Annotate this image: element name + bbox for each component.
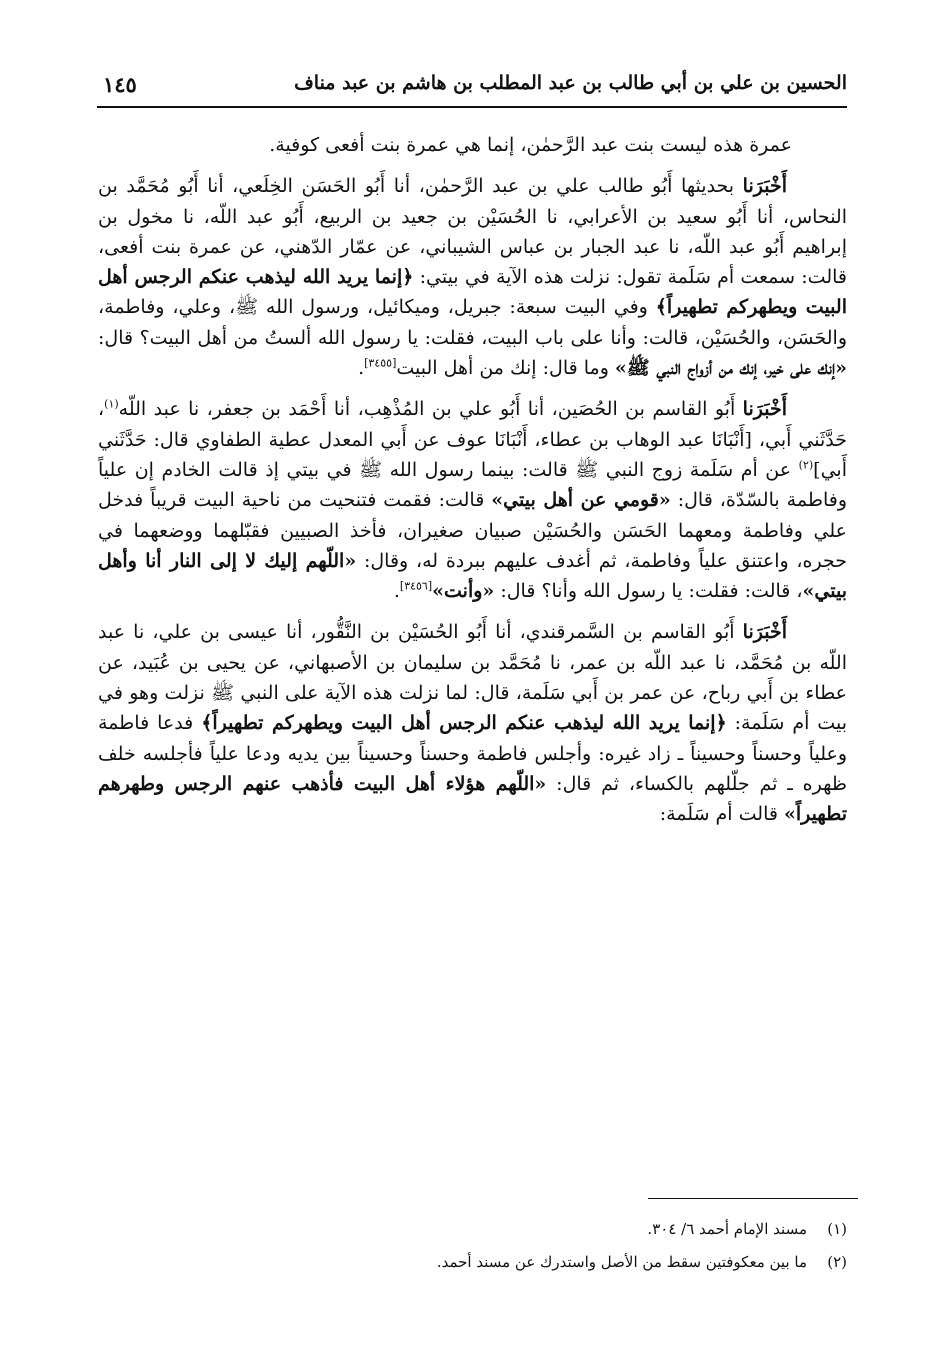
running-header: [97, 66, 847, 108]
running-title: الحسين بن علي بن أبي طالب بن عبد المطلب بن هاشم بن عبد مناف: [294, 72, 847, 94]
paragraph-text: أَبُو القاسم بن الحُصَين، أنا أَبُو علي بن المُذْهِب، أنا أَحْمَد بن جعفر، نا عبد اللّه: [118, 398, 743, 421]
hadith-number: [٣٤٥٦]: [399, 579, 433, 593]
hadith-quote: «وأنت»: [432, 580, 495, 603]
footnote: [120, 1246, 847, 1279]
footnote-marker: (٢): [798, 458, 814, 472]
footnote-divider: [648, 1198, 858, 1199]
paragraph-text: فدعا فاطمة وعلياً وحسناً وحسيناً ـ زاد غيره: وأجلس فاطمة وحسناً وحسيناً بين يديه ودعا علياً فأجلسه خلف ظهره ـ ثم جلّلهم بالكساء، ثم قال:: [98, 712, 847, 795]
paragraph-text: عن أم سَلَمة زوج النبي ﷺ قالت: بينما رسول الله ﷺ في بيتي إذ قالت الخادم إن علياً وفاطمة بالسّدّة، قال:: [98, 458, 847, 512]
narration-opening: أَخْبَرَنا: [742, 621, 787, 644]
paragraph-text: ، حَدَّثَني أَبي، [أَنْبَانَا عبد الوهاب بن عطاء، أَنْبَانَا عوف عن أَبي المعدل عطية الطفاوي قال: حَدَّثَني أَبي]: [98, 398, 847, 481]
narration-opening: أَخْبَرَنا: [742, 175, 787, 198]
paragraph-text: وما قال: إنك من أهل البيت: [396, 357, 615, 380]
page-number: ١٤٥: [103, 72, 137, 97]
footnote-number: (١): [827, 1220, 847, 1238]
footnote-text: ما بين معكوفتين سقط من الأصل واستدرك عن مسند أحمد.: [436, 1253, 807, 1271]
paragraph-text: أَبُو القاسم بن السَّمرقندي، أنا أَبُو الحُسَيْن بن النَّقُّور، أنا عيسى بن علي، نا عبد اللّه بن مُحَمَّد، نا عبد اللّه بن عمر، نا مُحَمَّد بن سليمان بن الأصبهاني، عن يحيى بن عُبَيد، عن عطاء بن أَبي رباح، عن عمر بن أَبي سَلَمة، قال: لما نزلت هذه الآية على النبي ﷺ نزلت وهو في بيت أم سَلَمة:: [98, 621, 847, 735]
paragraph-text: قالت أم سَلَمة:: [659, 803, 784, 826]
footnote-text: مسند الإمام أحمد ٦/ ٣٠٤.: [647, 1220, 807, 1238]
main-text: [98, 130, 847, 830]
quran-quote: ﴿إنما يريد الله ليذهب عنكم الرجس أهل البيت ويطهركم تطهيراً﴾: [201, 712, 727, 735]
hadith-quote: «اللّهم هؤلاء أهل البيت فأذهب عنهم الرجس وطهرهم تطهيراً»: [98, 772, 847, 826]
narration-paragraph-3: [98, 617, 847, 829]
hadith-number: [٣٤٥٥]: [364, 356, 397, 370]
intro-line: عمرة هذه ليست بنت عبد الرَّحمٰن، إنما هي عمرة بنت أفعى كوفية.: [269, 134, 792, 156]
sentence-end: .: [358, 357, 365, 380]
paragraph-text: قالت: فقمت فتنحيت من ناحية البيت قريباً فدخل علي وفاطمة ومعهما الحَسَن والحُسَيْن صبيان صغيران، فأخذ الصبيين فقبّلهما ووضعهما في حجره، واعتنق علياً وفاطمة، ثم أغدف عليهم ببردة له، وقال:: [98, 489, 847, 572]
quran-quote: ﴿إنما يريد الله ليذهب عنكم الرجس أهل البيت ويطهركم تطهيراً﴾: [98, 266, 847, 319]
footnotes: [120, 1213, 847, 1279]
paragraph-text: وفي البيت سبعة: جبريل، وميكائيل، ورسول الله ﷺ، وعلي، وفاطمة، والحَسَن، والحُسَيْن، قالت: وأنا على باب البيت، فقلت: يا رسول الله ألستُ من أهل البيت؟ قال:: [98, 296, 847, 349]
paragraph-text: ، قالت: فقلت: يا رسول الله وأنا؟ قال:: [494, 580, 803, 603]
hadith-quote: «إنك على خير، إنك من أزواج النبي ﷺ»: [614, 357, 847, 380]
footnote: [120, 1213, 847, 1246]
sentence-end: .: [393, 580, 400, 603]
narration-opening: أَخْبَرَنا: [742, 398, 787, 421]
hadith-quote: «اللّهم إليك لا إلى النار أنا وأهل بيتي»: [98, 549, 847, 603]
hadith-quote: «قومي عن أهل بيتي»: [491, 489, 671, 512]
footnote-number: (٢): [827, 1253, 847, 1271]
footnote-marker: (١): [104, 398, 119, 412]
narration-paragraph-2: [98, 394, 847, 606]
narration-paragraph-1: [98, 171, 847, 383]
paragraph-text: بحديثها أَبُو طالب علي بن عبد الرَّحمٰن، أنا أَبُو الحَسَن الخِلَعي، أنا أَبُو مُحَمَّد بن النحاس، أنا أَبُو سعيد بن الأعرابي، نا الحُسَيْن بن جعيد بن الربيع، أَبُو عبد اللّه، نا مخول بن إبراهيم أَبُو عبد اللّه، نا عبد الجبار بن عباس الشيباني، عن عمّار الدّهني، عن عمرة بنت أفعى، قالت: سمعت أم سَلَمة تقول: نزلت هذه الآية في بيتي:: [98, 175, 847, 289]
